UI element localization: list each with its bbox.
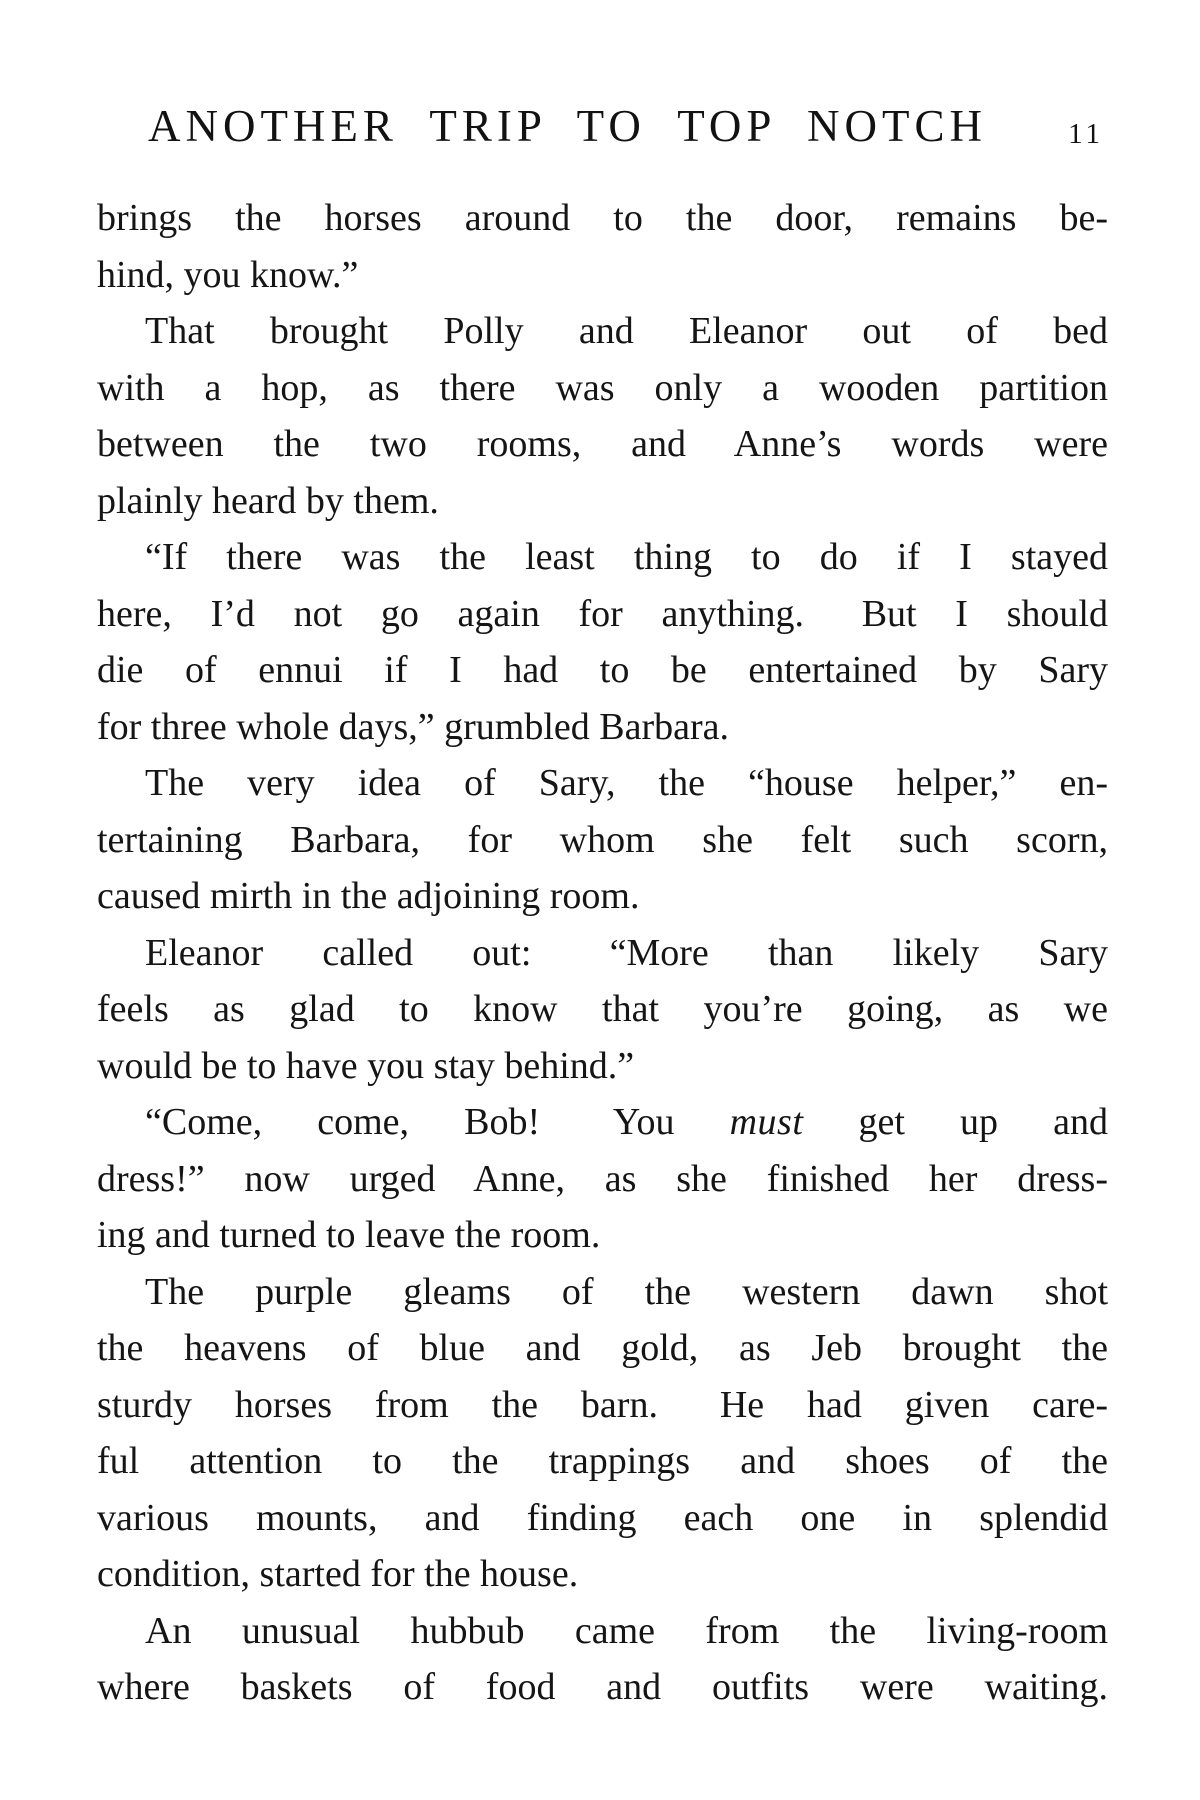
text-line	[97, 247, 1108, 304]
text-line	[97, 699, 1108, 756]
text-segment: The purple gleams of the western dawn shot	[145, 1270, 1108, 1313]
italic-text: must	[729, 1101, 804, 1143]
paragraph	[97, 1264, 1108, 1603]
text-body	[97, 190, 1108, 1716]
page-header	[97, 100, 1108, 152]
text-line	[97, 529, 1108, 586]
text-segment: feels as glad to know that you’re going, as we	[97, 988, 1108, 1030]
text-line	[97, 755, 1108, 812]
paragraph	[97, 190, 1108, 303]
text-segment: An unusual hubbub came from the living-room	[145, 1609, 1108, 1652]
page-number: 11	[1068, 118, 1104, 150]
text-line	[97, 1377, 1108, 1434]
text-segment: dress!” now urged Anne, as she finished her dress-	[97, 1157, 1108, 1200]
text-line	[97, 1094, 1108, 1151]
text-line	[97, 360, 1108, 417]
text-segment: with a hop, as there was only a wooden partition	[97, 366, 1108, 409]
text-line	[97, 190, 1108, 247]
text-segment: ing and turned to leave the room.	[97, 1214, 601, 1256]
text-line	[97, 642, 1108, 699]
text-segment: plainly heard by them.	[97, 479, 439, 522]
text-line	[97, 1320, 1108, 1377]
text-segment: die of ennui if I had to be entertained by Sary	[97, 649, 1108, 691]
text-segment: would be to have you stay behind.”	[97, 1044, 635, 1087]
text-line	[97, 812, 1108, 869]
paragraph	[97, 925, 1108, 1095]
text-line	[97, 1038, 1108, 1095]
text-segment: various mounts, and finding each one in splendid	[97, 1496, 1108, 1539]
text-segment: caused mirth in the adjoining room.	[97, 875, 640, 917]
paragraph	[97, 303, 1108, 529]
text-segment: where baskets of food and outfits were waiting.	[97, 1666, 1108, 1708]
text-line	[97, 1546, 1108, 1603]
text-segment: That brought Polly and Eleanor out of bed	[145, 310, 1108, 352]
text-line	[97, 1151, 1108, 1208]
text-line	[97, 1603, 1108, 1660]
text-segment: hind, you know.”	[97, 253, 359, 296]
text-line	[97, 868, 1108, 925]
text-segment: between the two rooms, and Anne’s words were	[97, 423, 1108, 465]
text-segment: ful attention to the trappings and shoes of the	[97, 1440, 1108, 1482]
running-title: ANOTHER TRIP TO TOP NOTCH	[147, 101, 988, 151]
text-segment: “Come, come, Bob! You	[145, 1101, 730, 1143]
text-segment: tertaining Barbara, for whom she felt such scorn,	[97, 818, 1108, 861]
text-line	[97, 586, 1108, 643]
text-segment: condition, started for the house.	[97, 1553, 579, 1595]
paragraph	[97, 755, 1108, 925]
text-segment: for three whole days,” grumbled Barbara.	[97, 705, 730, 748]
text-line	[97, 1264, 1108, 1321]
text-segment: “If there was the least thing to do if I stayed	[145, 536, 1108, 578]
text-line	[97, 303, 1108, 360]
paragraph	[97, 1603, 1108, 1716]
text-segment: here, I’d not go again for anything. But I should	[97, 592, 1108, 635]
text-line	[97, 1207, 1108, 1264]
text-segment: the heavens of blue and gold, as Jeb brought the	[97, 1327, 1108, 1369]
text-line	[97, 981, 1108, 1038]
text-line	[97, 1659, 1108, 1716]
text-line	[97, 925, 1108, 982]
text-segment: Eleanor called out: “More than likely Sary	[145, 931, 1108, 974]
text-column	[97, 100, 1108, 1716]
text-segment: brings the horses around to the door, remains be-	[97, 197, 1108, 239]
text-segment: The very idea of Sary, the “house helper,” en-	[145, 762, 1108, 804]
text-segment: get up and	[803, 1101, 1109, 1143]
paragraph	[97, 529, 1108, 755]
text-line	[97, 473, 1108, 530]
text-line	[97, 1433, 1108, 1490]
text-line	[97, 416, 1108, 473]
text-line	[97, 1490, 1108, 1547]
text-segment: sturdy horses from the barn. He had given care-	[97, 1383, 1108, 1426]
paragraph	[97, 1094, 1108, 1264]
